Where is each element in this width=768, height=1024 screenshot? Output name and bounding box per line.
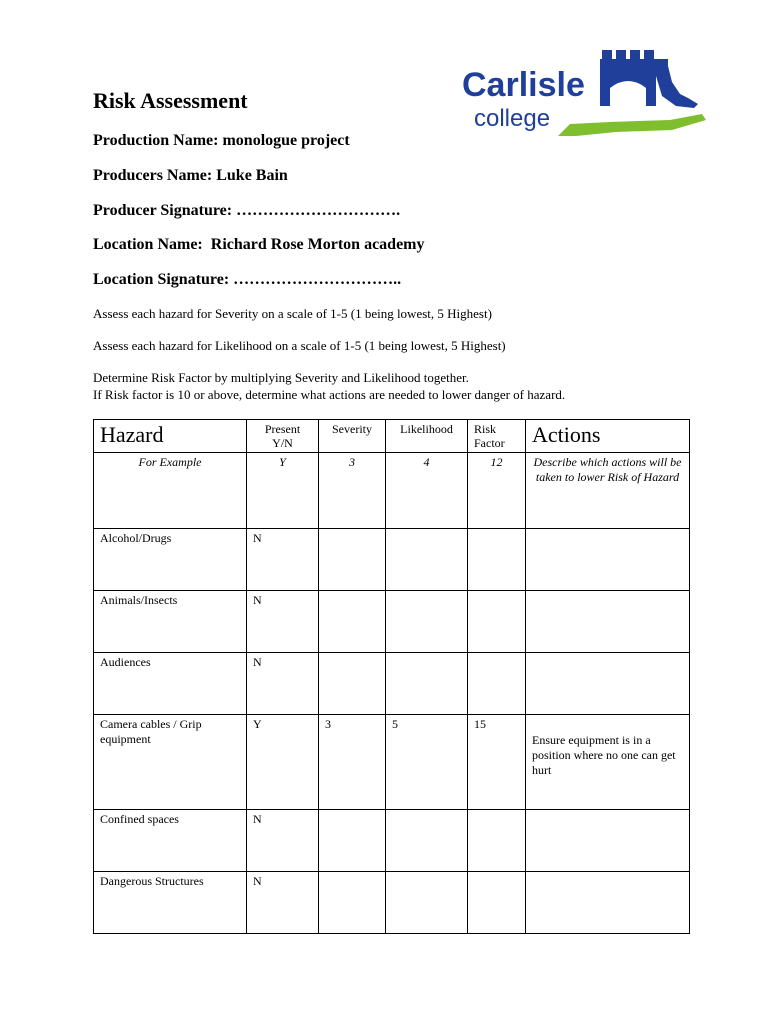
- example-hazard: For Example: [94, 453, 247, 529]
- example-row: [94, 453, 690, 529]
- risk-factor-cell[interactable]: [468, 872, 526, 934]
- header-present-line2: Y/N: [272, 436, 293, 450]
- hazard-cell[interactable]: Audiences: [94, 653, 247, 715]
- hazard-cell[interactable]: Dangerous Structures: [94, 872, 247, 934]
- table-row: [94, 529, 690, 591]
- hazard-cell[interactable]: Animals/Insects: [94, 591, 247, 653]
- likelihood-instruction: Assess each hazard for Likelihood on a scale of 1-5 (1 being lowest, 5 Highest): [93, 338, 506, 353]
- logo-carlisle-text: Carlisle: [462, 66, 585, 104]
- table-header-row: [94, 420, 690, 453]
- actions-cell[interactable]: [526, 529, 690, 591]
- table-row: [94, 653, 690, 715]
- producer-signature: Producer Signature: ………………………….: [93, 202, 401, 219]
- header-severity: Severity: [319, 420, 386, 453]
- severity-cell[interactable]: [319, 810, 386, 872]
- risk-factor-cell[interactable]: [468, 591, 526, 653]
- production-name: Production Name: monologue project: [93, 132, 350, 149]
- actions-cell[interactable]: [526, 653, 690, 715]
- table-row: [94, 810, 690, 872]
- header-likelihood: Likelihood: [386, 420, 468, 453]
- page-title: Risk Assessment: [93, 88, 248, 113]
- header-actions: Actions: [526, 420, 690, 453]
- hazard-cell[interactable]: Camera cables / Grip equipment: [94, 715, 247, 810]
- likelihood-cell[interactable]: [386, 810, 468, 872]
- likelihood-cell[interactable]: [386, 529, 468, 591]
- example-actions: Describe which actions will be taken to lower Risk of Hazard: [526, 453, 690, 529]
- likelihood-cell[interactable]: [386, 653, 468, 715]
- table-row: [94, 872, 690, 934]
- likelihood-cell[interactable]: [386, 591, 468, 653]
- header-risk-line2: Factor: [474, 436, 505, 450]
- header-hazard: Hazard: [94, 420, 247, 453]
- actions-cell[interactable]: [526, 872, 690, 934]
- present-cell[interactable]: N: [247, 810, 319, 872]
- table-row: [94, 591, 690, 653]
- hazard-cell[interactable]: Confined spaces: [94, 810, 247, 872]
- example-present: Y: [247, 453, 319, 529]
- actions-cell[interactable]: Ensure equipment is in a position where no one can get hurt: [526, 715, 690, 810]
- present-cell[interactable]: N: [247, 591, 319, 653]
- risk-factor-cell[interactable]: 15: [468, 715, 526, 810]
- present-cell[interactable]: N: [247, 653, 319, 715]
- severity-cell[interactable]: [319, 591, 386, 653]
- table-row: [94, 715, 690, 810]
- example-likelihood: 4: [386, 453, 468, 529]
- present-cell[interactable]: N: [247, 872, 319, 934]
- risk-table: [93, 419, 690, 934]
- example-risk: 12: [468, 453, 526, 529]
- severity-cell[interactable]: [319, 529, 386, 591]
- severity-cell[interactable]: [319, 653, 386, 715]
- header-risk-line1: Risk: [474, 422, 497, 436]
- producer-name: Producers Name: Luke Bain: [93, 167, 288, 184]
- location-signature: Location Signature: …………………………..: [93, 271, 402, 288]
- risk-instruction-2: If Risk factor is 10 or above, determine what actions are needed to lower danger of hazard.: [93, 387, 566, 402]
- severity-instruction: Assess each hazard for Severity on a scale of 1-5 (1 being lowest, 5 Highest): [93, 306, 492, 321]
- risk-instruction-1: Determine Risk Factor by multiplying Severity and Likelihood together.: [93, 370, 469, 385]
- actions-cell[interactable]: [526, 810, 690, 872]
- likelihood-cell[interactable]: 5: [386, 715, 468, 810]
- header-present-line1: Present: [264, 422, 301, 436]
- carlisle-college-logo: [440, 36, 730, 146]
- logo-college-text: college: [474, 105, 551, 132]
- risk-factor-cell[interactable]: [468, 810, 526, 872]
- present-cell[interactable]: Y: [247, 715, 319, 810]
- hazard-cell[interactable]: Alcohol/Drugs: [94, 529, 247, 591]
- example-severity: 3: [319, 453, 386, 529]
- severity-cell[interactable]: [319, 872, 386, 934]
- risk-factor-cell[interactable]: [468, 653, 526, 715]
- severity-cell[interactable]: 3: [319, 715, 386, 810]
- location-name: Location Name: Richard Rose Morton academy: [93, 236, 425, 253]
- risk-factor-cell[interactable]: [468, 529, 526, 591]
- header-present: [247, 420, 319, 453]
- header-risk-factor: [468, 420, 526, 453]
- likelihood-cell[interactable]: [386, 872, 468, 934]
- actions-cell[interactable]: [526, 591, 690, 653]
- hazard-rows: [94, 529, 690, 934]
- present-cell[interactable]: N: [247, 529, 319, 591]
